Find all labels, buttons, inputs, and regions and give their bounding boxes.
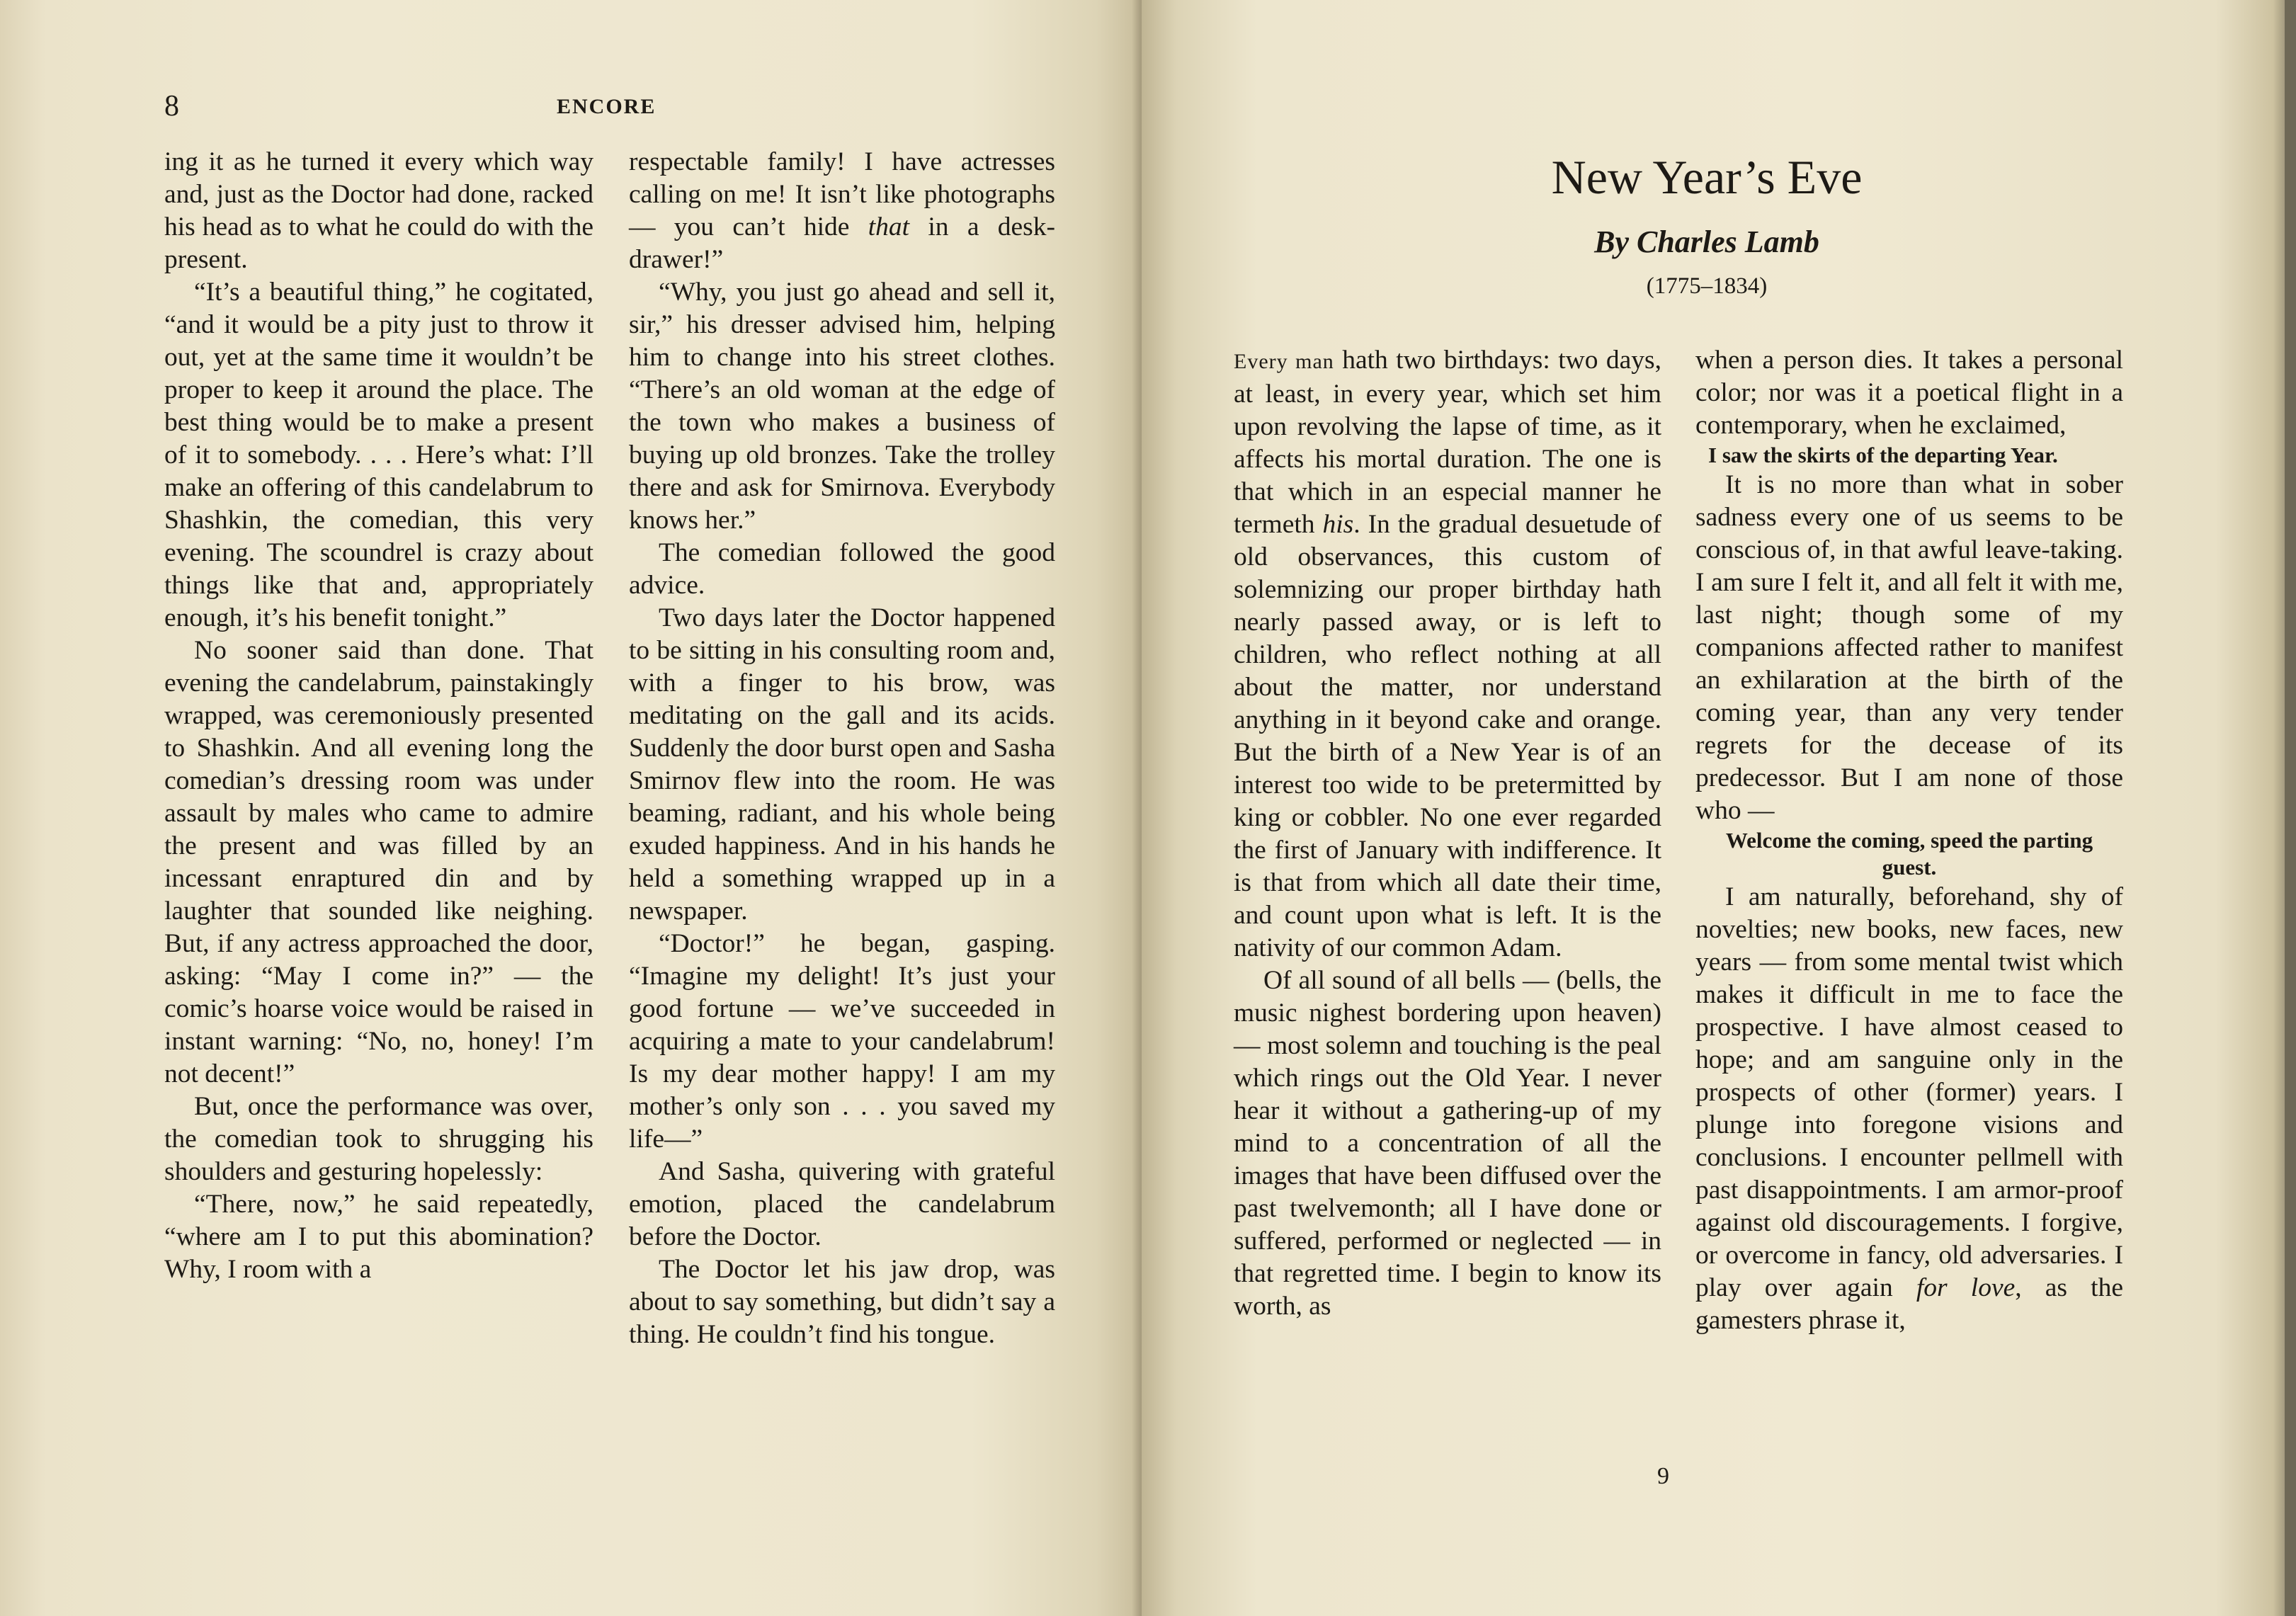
paragraph: respectable family! I have actresses calling on me! It isn’t like photographs — you can’t hide that in a desk-drawer!” (629, 147, 1055, 274)
paragraph: The Doctor let his jaw drop, was about to say something, but didn’t say a thing. He couldn’t find his tongue. (629, 1255, 1055, 1349)
verse-quote: I saw the skirts of the departing Year. (1708, 443, 2058, 467)
paragraph: I am naturally, beforehand, shy of novelties; new books, new faces, new years — from some mental twist which makes it difficult in me to face the prospective. I have almost ceased to hope; and am sanguine only in the prospects of other (former) years. I plunge into foregone visions and conclusions. I encounter pellmell with past disappointments. I am armor-proof against old discouragements. I forgive, or overcome in fancy, old adversaries. I play over again for love, as the gamesters phrase it, (1695, 882, 2123, 1335)
paragraph: Every man hath two birthdays: two days, at least, in every year, which set him upon revolving the lapse of time, as it affects his mortal duration. The one is that which in an especial manner he termeth his. In the gradual desuetude of old observances, this custom of solemnizing our proper birthday hath nearly passed away, or is left to children, who reflect nothing at all about the matter, nor understand anything in it beyond cake and orange. But the birth of a New Year is of an interest too wide to be pretermitted by king or cobbler. No one ever regarded the first of January with indifference. It is that from which all date their time, and count upon what is left. It is the nativity of our common Adam. (1234, 346, 1661, 962)
paragraph: “There, now,” he said repeatedly, “where am I to put this abomination? Why, I room with a (164, 1190, 593, 1284)
paragraph: when a person dies. It takes a personal color; nor was it a poetical flight in a contemporary, when he exclaimed, (1695, 346, 2123, 440)
verse-quote: Welcome the coming, speed the parting guest. (1725, 828, 2093, 880)
article-title: New Year’s Eve (1551, 150, 1863, 204)
right-column-2 (1695, 344, 2123, 1337)
running-head: ENCORE (557, 95, 657, 118)
paragraph: Two days later the Doctor happened to be sitting in his consulting room and, with a finger to his brow, was meditating on the gall and its acids. Suddenly the door burst open and Sasha Smirnov flew into the room. He was beaming, radiant, and his whole being exuded happiness. And in his hands he held a something wrapped up in a newspaper. (629, 603, 1055, 926)
paragraph: But, once the performance was over, the comedian took to shrugging his shoulders and gesturing hopelessly: (164, 1092, 593, 1186)
right-column-1 (1234, 344, 1661, 1323)
left-page (0, 0, 1142, 1616)
paragraph: It is no more than what in sober sadness every one of us seems to be conscious of, in that awful leave-taking. I am sure I felt it, and all felt it with me, last night; though some of my companions affected rather to manifest an exhilaration at the birth of the coming year, than any very tender regrets for the decease of its predecessor. But I am none of those who — (1695, 470, 2123, 825)
paragraph: “It’s a beautiful thing,” he cogitated, “and it would be a pity just to throw it out, yet at the same time it wouldn’t be proper to keep it around the place. The best thing would be to make a present of it to somebody. . . . Here’s what: I’ll make an offering of this candelabrum to Shashkin, the comedian, this very evening. The scoundrel is crazy about things like that and, appropriately enough, it’s his benefit tonight.” (164, 278, 593, 632)
paragraph: Of all sound of all bells — (bells, the music nighest bordering upon heaven) — most solemn and touching is the peal which rings out the Old Year. I never hear it without a gathering-up of my mind to a concentration of all the images that have been diffused over the past twelvemonth; all I have done or suffered, performed or neglected — in that regretted time. I begin to know its worth, as (1234, 966, 1661, 1321)
paragraph: “Why, you just go ahead and sell it, sir,” his dresser advised him, helping him to change into his street clothes. “There’s an old woman at the edge of the town who makes a business of buying up old bronzes. Take the trolley there and ask for Smirnova. Everybody knows her.” (629, 278, 1055, 535)
paragraph: “Doctor!” he began, gasping. “Imagine my delight! It’s just your good fortune — we’ve succeeded in acquiring a mate to your candelabrum! Is my dear mother happy! I am my mother’s only son . . . you saved my life—” (629, 929, 1055, 1154)
paragraph: The comedian followed the good advice. (629, 538, 1055, 600)
author-dates: (1775–1834) (1646, 273, 1768, 299)
paragraph: ing it as he turned it every which way and, just as the Doctor had done, racked his head as to what he could do with the present. (164, 147, 593, 274)
paragraph: No sooner said than done. That evening the candelabrum, painstakingly wrapped, was ceremoniously presented to Shashkin. And all evening long the comedian’s dressing room was under assault by males who came to admire the present and was filled by an incessant enraptured din and by laughter that sounded like neighing. But, if any actress approached the door, asking: “May I come in?” — the comic’s hoarse voice would be raised in instant warning: “No, no, honey! I’m not decent!” (164, 636, 593, 1088)
left-column-2 (629, 146, 1055, 1351)
page-number-left: 8 (164, 90, 179, 123)
book-cover-edge (2285, 0, 2296, 1616)
article-byline: By Charles Lamb (1594, 224, 1819, 259)
left-column-1 (164, 146, 593, 1286)
small-caps-opening: Every man (1234, 350, 1334, 373)
paragraph: And Sasha, quivering with grateful emotion, placed the candelabrum before the Doctor. (629, 1157, 1055, 1251)
page-number-right: 9 (1657, 1463, 1669, 1489)
